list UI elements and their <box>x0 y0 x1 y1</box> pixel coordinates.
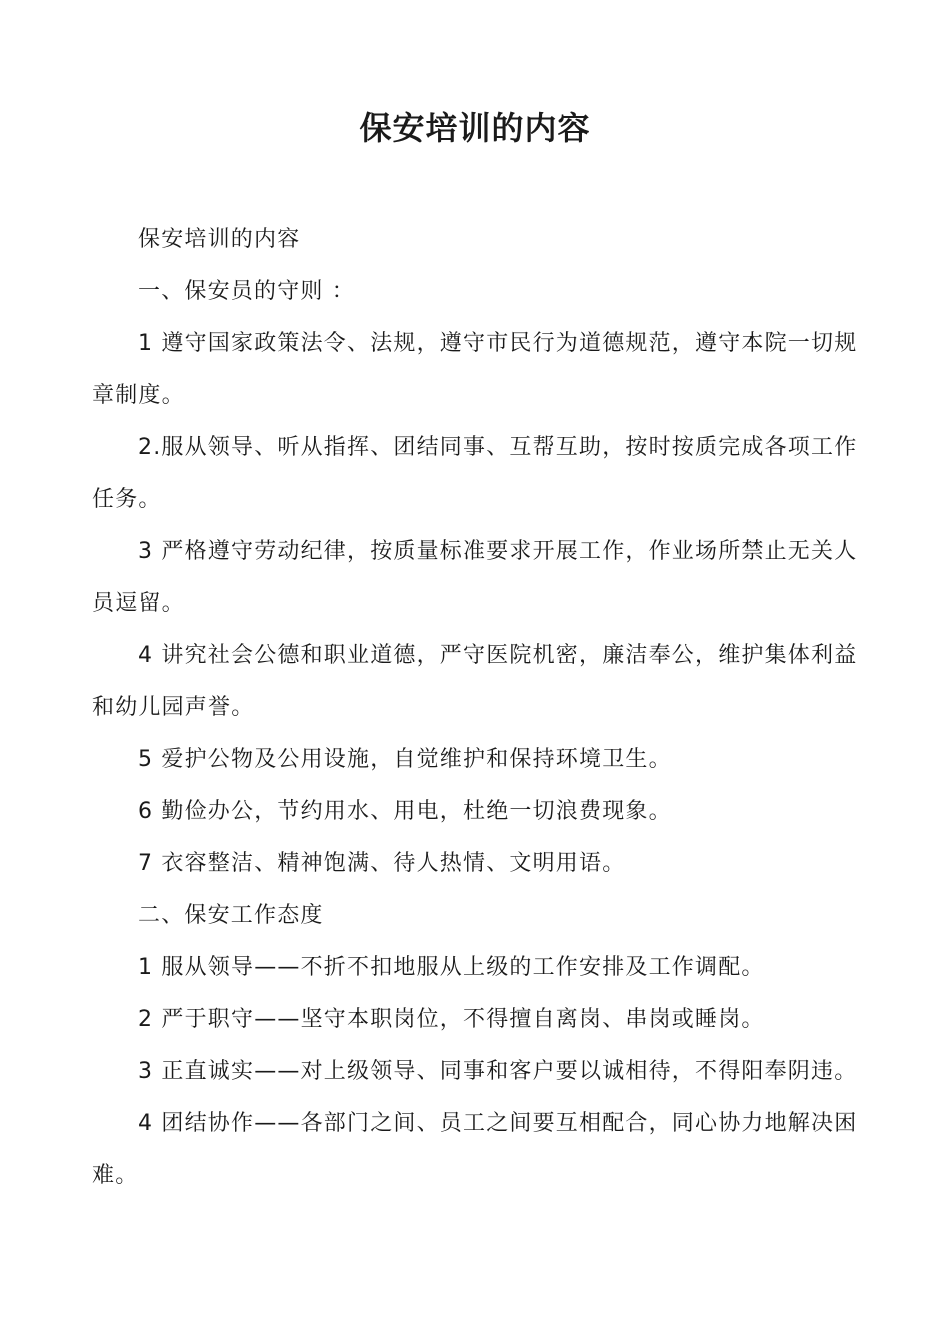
rule-item-4: 4 讲究社会公德和职业道德，严守医院机密，廉洁奉公，维护集体利益和幼儿园声誉。 <box>92 643 858 720</box>
rule-item-7: 7 衣容整洁、精神饱满、待人热情、文明用语。 <box>138 851 626 876</box>
rule-item-5: 5 爱护公物及公用设施，自觉维护和保持环境卫生。 <box>138 747 672 772</box>
rule-item-1: 1 遵守国家政策法令、法规，遵守市民行为道德规范，遵守本院一切规章制度。 <box>92 331 858 408</box>
section-heading-attitude: 二、保安工作态度 <box>138 903 324 928</box>
document-body <box>92 214 864 1202</box>
paragraph-subtitle: 保安培训的内容 <box>138 227 301 252</box>
attitude-item-1: 1 服从领导——不折不扣地服从上级的工作安排及工作调配。 <box>138 955 765 980</box>
attitude-item-2: 2 严于职守——坚守本职岗位，不得擅自离岗、串岗或睡岗。 <box>138 1007 765 1032</box>
rule-item-3: 3 严格遵守劳动纪律，按质量标准要求开展工作，作业场所禁止无关人员逗留。 <box>92 539 858 616</box>
section-heading-rules: 一、保安员的守则 ： <box>138 279 355 304</box>
attitude-item-3: 3 正直诚实——对上级领导、同事和客户要以诚相待，不得阳奉阴违。 <box>138 1059 858 1084</box>
rule-item-6: 6 勤俭办公，节约用水、用电，杜绝一切浪费现象。 <box>138 799 672 824</box>
document-title: 保安培训的内容 <box>359 109 591 147</box>
attitude-item-4: 4 团结协作——各部门之间、员工之间要互相配合，同心协力地解决困难。 <box>92 1111 858 1188</box>
rule-item-2: 2.服从领导、听从指挥、团结同事、互帮互助，按时按质完成各项工作任务。 <box>92 435 858 512</box>
